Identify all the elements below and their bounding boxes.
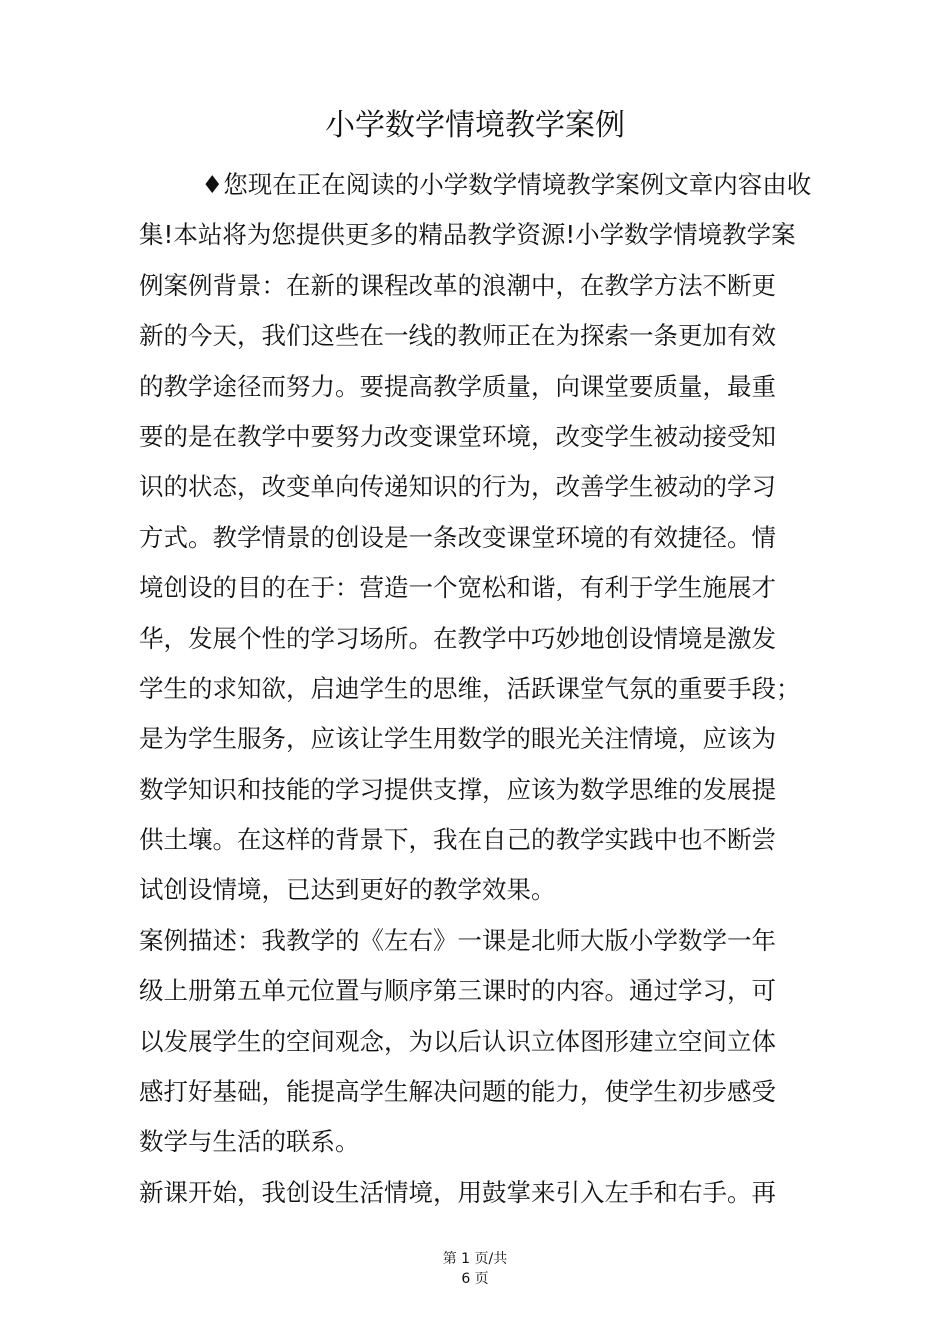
text-line: 华，发展个性的学习场所。在教学中巧妙地创设情境是激发	[139, 623, 776, 653]
text-line: 例案例背景：在新的课程改革的浪潮中，在教学方法不断更	[139, 270, 776, 300]
text-line: 学生的求知欲，启迪学生的思维，活跃课堂气氛的重要手段；	[139, 673, 801, 703]
text-line: 境创设的目的在于：营造一个宽松和谐，有利于学生施展才	[139, 573, 776, 603]
page-number	[0, 1249, 950, 1289]
text-line: 供土壤。在这样的背景下，我在自己的教学实践中也不断尝	[139, 825, 776, 855]
text-line: 以发展学生的空间观念，为以后认识立体图形建立空间立体	[139, 1026, 776, 1056]
text-line: 集!本站将为您提供更多的精品教学资源!小学数学情境教学案	[139, 220, 796, 250]
text-line: 要的是在教学中要努力改变课堂环境，改变学生被动接受知	[139, 421, 776, 451]
text-line: 识的状态，改变单向传递知识的行为，改善学生被动的学习	[139, 472, 776, 502]
document-title: 小学数学情境教学案例	[325, 108, 625, 143]
text-line: 数学知识和技能的学习提供支撑，应该为数学思维的发展提	[139, 774, 776, 804]
page-number-line-1: 第 1 页/共	[442, 1251, 508, 1267]
text-line: 的教学途径而努力。要提高教学质量，向课堂要质量，最重	[139, 371, 776, 401]
text-line: ♦您现在正在阅读的小学数学情境教学案例文章内容由收	[139, 170, 812, 199]
text-line: 新课开始，我创设生活情境，用鼓掌来引入左手和右手。再	[139, 1177, 776, 1207]
text-line: 数学与生活的联系。	[139, 1127, 360, 1157]
text-line: 感打好基础，能提高学生解决问题的能力，使学生初步感受	[139, 1077, 776, 1107]
page-number-line-2: 6 页	[461, 1271, 489, 1287]
text-line: 是为学生服务，应该让学生用数学的眼光关注情境，应该为	[139, 724, 776, 754]
text-line: 方式。教学情景的创设是一条改变课堂环境的有效捷径。情	[139, 522, 776, 552]
text-line: 新的今天，我们这些在一线的教师正在为探索一条更加有效	[139, 321, 776, 351]
text-line: 级上册第五单元位置与顺序第三课时的内容。通过学习，可	[139, 976, 776, 1006]
text-line: 试创设情境，已达到更好的教学效果。	[139, 875, 556, 905]
text-line: 案例描述：我教学的《左右》一课是北师大版小学数学一年	[139, 925, 776, 955]
document-body	[139, 160, 815, 1218]
